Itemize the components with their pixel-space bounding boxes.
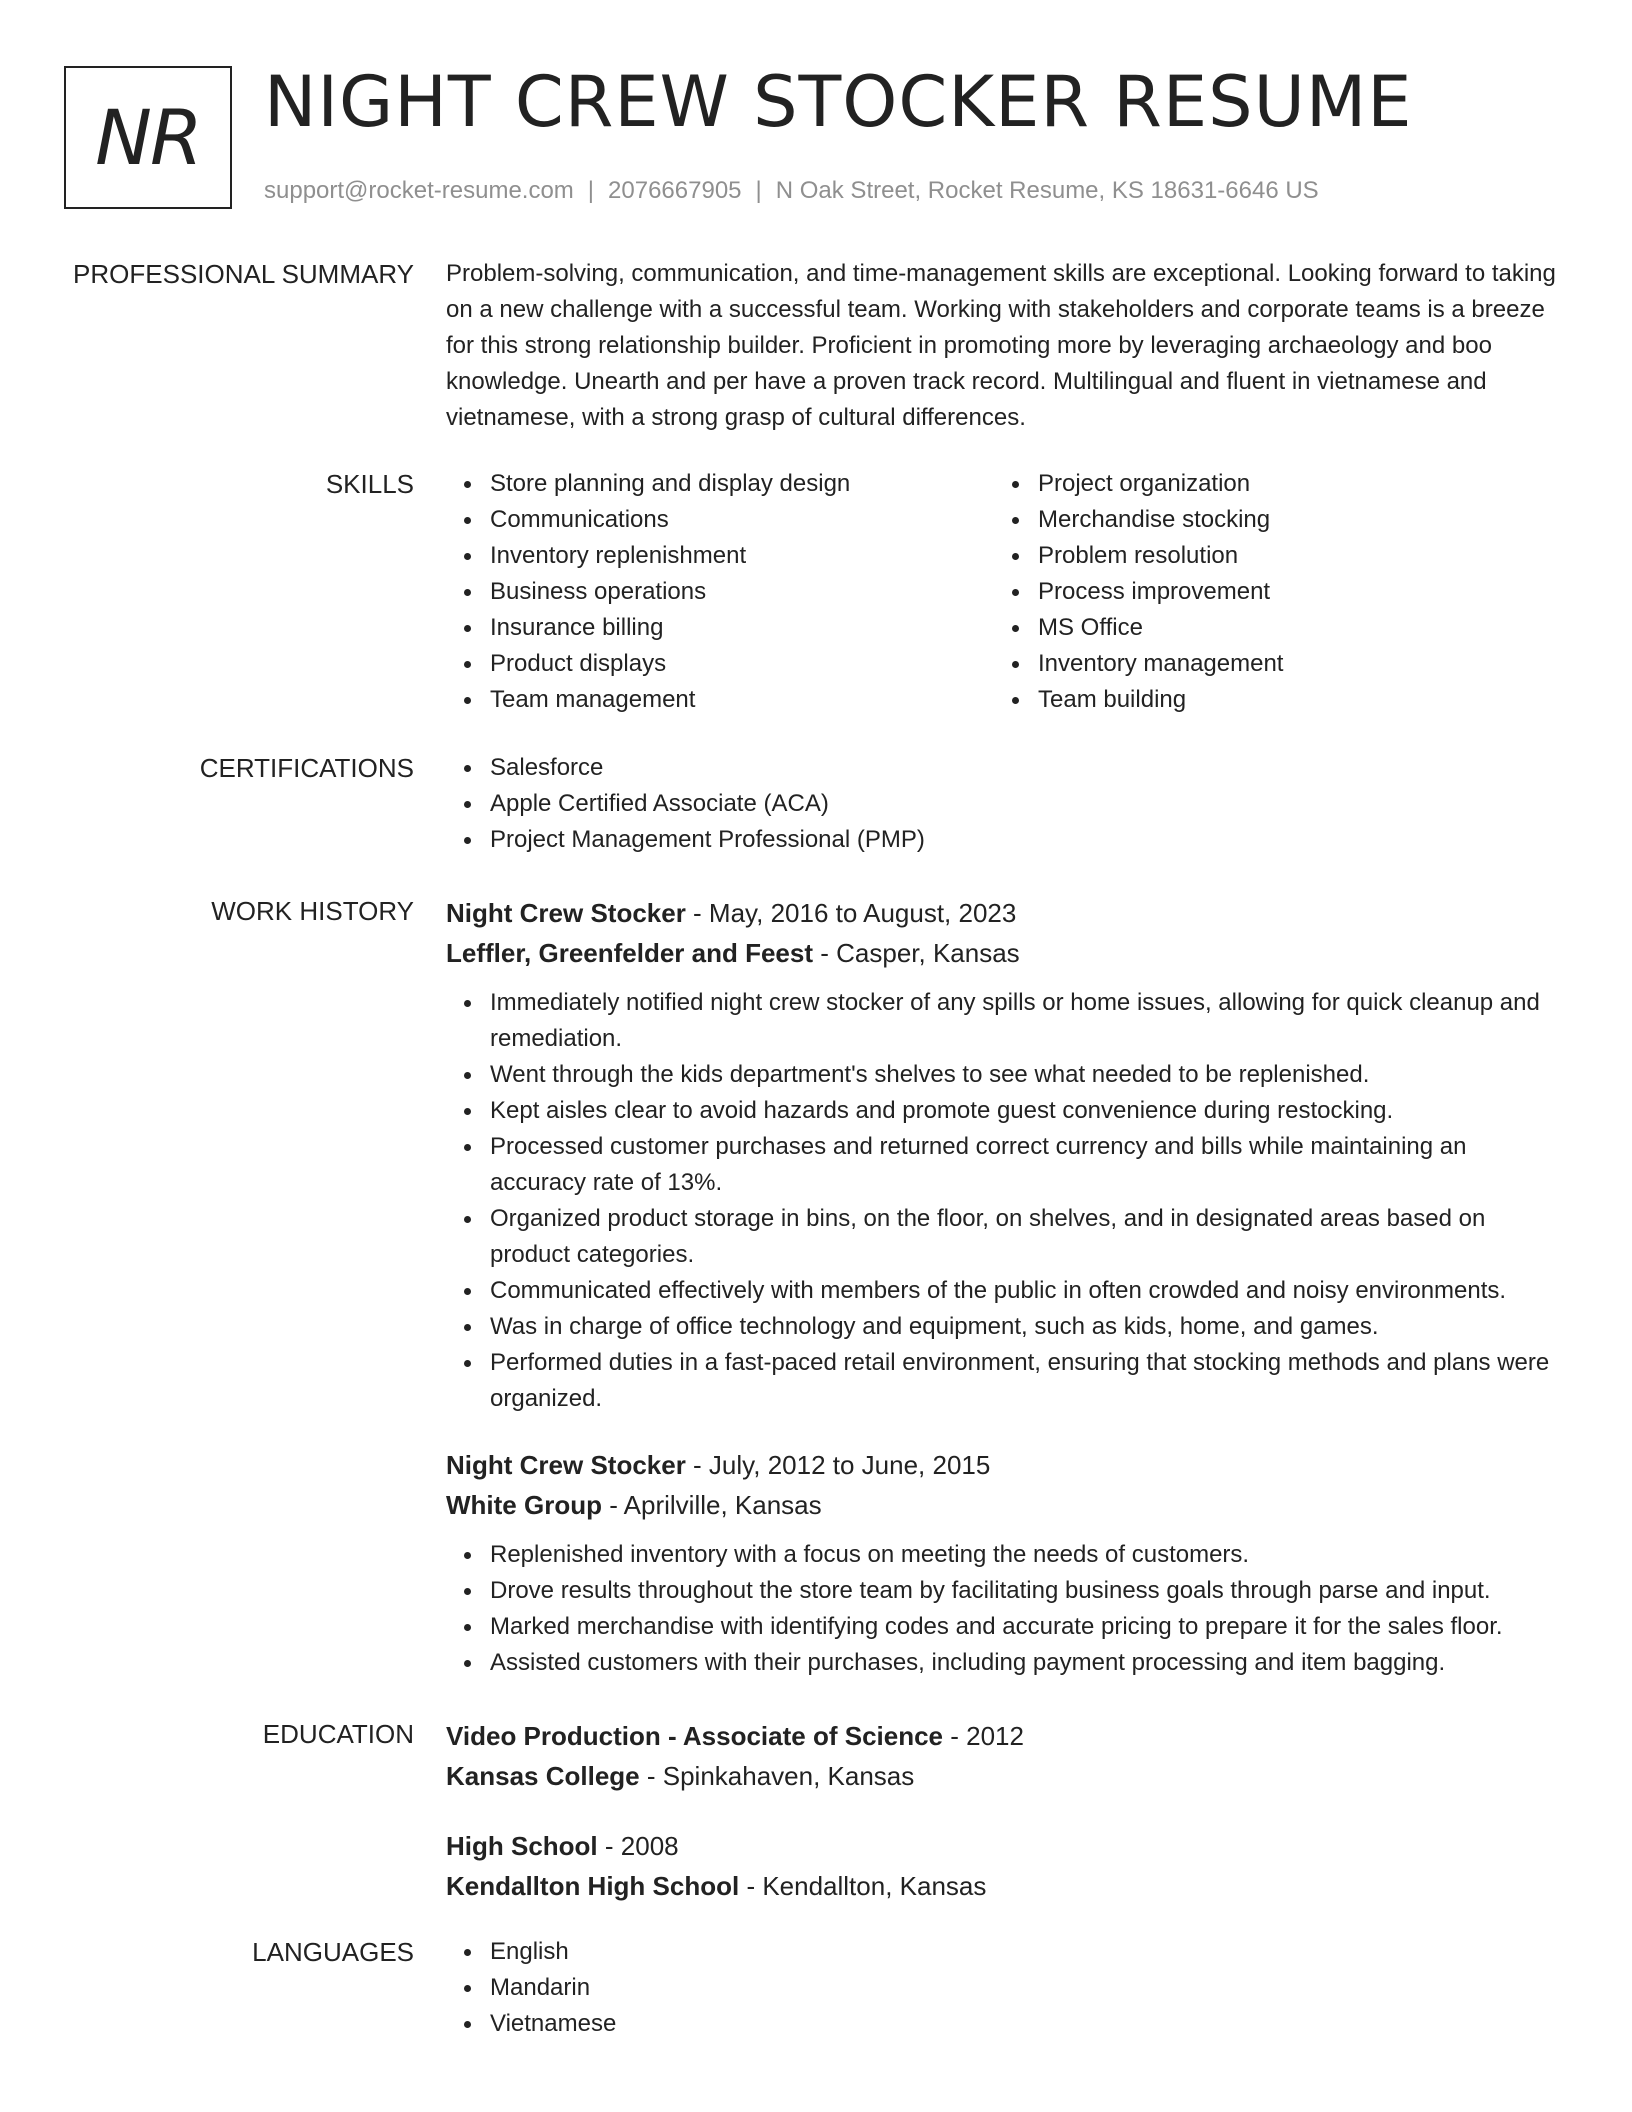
skills-list-left <box>446 466 994 718</box>
summary-text: Problem-solving, communication, and time-management skills are exceptional. Looking forward to taking on a new challenge with a successful team. Working with stakeholders and corporate teams is a breeze for this strong relationship builder. Proficient in promoting more by leveraging archaeology and boo knowledge. Unearth and per have a proven track record. Multilingual and fluent in vietnamese and vietnamese, with a strong grasp of cultural differences. <box>446 260 1556 431</box>
job-title-line <box>446 1445 1566 1485</box>
section-label-languages: LANGUAGES <box>252 1937 414 1967</box>
education-degree-line <box>446 1826 1566 1866</box>
skill-item: Process improvement <box>994 574 1542 610</box>
job-duty-item: Performed duties in a fast-paced retail environment, ensuring that stocking methods and plans were organized. <box>446 1345 1566 1417</box>
job-duty-item: Kept aisles clear to avoid hazards and promote guest convenience during restocking. <box>446 1093 1566 1129</box>
job-title: Night Crew Stocker <box>446 1450 686 1480</box>
skill-item: MS Office <box>994 610 1542 646</box>
contact-line <box>264 174 1564 208</box>
certifications-list <box>446 750 1566 858</box>
language-item: Mandarin <box>446 1970 1566 2006</box>
contact-phone[interactable]: 2076667905 <box>608 177 742 204</box>
job-duty-item: Replenished inventory with a focus on meeting the needs of customers. <box>446 1537 1566 1573</box>
certification-item: Salesforce <box>446 750 1566 786</box>
contact-email[interactable]: support@rocket-resume.com <box>264 177 574 204</box>
section-label-skills: SKILLS <box>325 469 414 499</box>
contact-separator: | <box>587 177 595 204</box>
education-degree: High School <box>446 1831 598 1861</box>
language-item: English <box>446 1934 1566 1970</box>
resume-title: NIGHT CREW STOCKER RESUME <box>264 61 1413 143</box>
education-location: - Spinkahaven, Kansas <box>639 1761 915 1791</box>
job-duties-list <box>446 1537 1566 1681</box>
job-duty-item: Went through the kids department's shelves to see what needed to be replenished. <box>446 1057 1566 1093</box>
skill-item: Business operations <box>446 574 994 610</box>
job-company-line <box>446 933 1566 973</box>
skill-item: Inventory management <box>994 646 1542 682</box>
education-location: - Kendallton, Kansas <box>739 1871 987 1901</box>
skill-item: Product displays <box>446 646 994 682</box>
languages-list <box>446 1934 1566 2042</box>
certifications-body <box>446 750 1566 858</box>
job-duty-item: Drove results throughout the store team by facilitating business goals through parse and input. <box>446 1573 1566 1609</box>
section-label-work-history: WORK HISTORY <box>211 896 414 926</box>
education-entry-1 <box>446 1716 1566 1796</box>
job-company: Leffler, Greenfelder and Feest <box>446 938 814 968</box>
skill-item: Communications <box>446 502 994 538</box>
job-body <box>446 893 1566 1417</box>
job-location: - Casper, Kansas <box>813 938 1020 968</box>
education-school: Kendallton High School <box>446 1871 740 1901</box>
job-body <box>446 1445 1566 1681</box>
job-duty-item: Immediately notified night crew stocker of any spills or home issues, allowing for quick cleanup and remediation. <box>446 985 1566 1057</box>
education-degree-line <box>446 1716 1566 1756</box>
job-duties-list <box>446 985 1566 1417</box>
job-duty-item: Assisted customers with their purchases, including payment processing and item bagging. <box>446 1645 1566 1681</box>
education-entry-2 <box>446 1826 1566 1906</box>
section-label-certifications: CERTIFICATIONS <box>199 753 414 783</box>
job-company: White Group <box>446 1490 602 1520</box>
section-label-education: EDUCATION <box>262 1719 414 1749</box>
certification-item: Project Management Professional (PMP) <box>446 822 1566 858</box>
job-title-line <box>446 893 1566 933</box>
skill-item: Store planning and display design <box>446 466 994 502</box>
education-school-line <box>446 1866 1566 1906</box>
education-school: Kansas College <box>446 1761 640 1791</box>
contact-separator: | <box>755 177 762 204</box>
job-location: - Aprilville, Kansas <box>601 1490 822 1520</box>
monogram-logo: NR <box>64 66 232 209</box>
job-duty-item: Marked merchandise with identifying codes and accurate pricing to prepare it for the sales floor. <box>446 1609 1566 1645</box>
language-item: Vietnamese <box>446 2006 1566 2042</box>
job-dates: - May, 2016 to August, 2023 <box>685 898 1017 928</box>
certification-item: Apple Certified Associate (ACA) <box>446 786 1566 822</box>
job-duty-item: Organized product storage in bins, on the floor, on shelves, and in designated areas based on product categories. <box>446 1201 1566 1273</box>
skill-item: Insurance billing <box>446 610 994 646</box>
skills-list-right <box>994 466 1542 718</box>
skill-item: Project organization <box>994 466 1542 502</box>
skill-item: Team building <box>994 682 1542 718</box>
job-dates: - July, 2012 to June, 2015 <box>685 1450 991 1480</box>
contact-address: N Oak Street, Rocket Resume, KS 18631-6646 US <box>775 177 1319 204</box>
skills-columns <box>446 466 1566 718</box>
skill-item: Problem resolution <box>994 538 1542 574</box>
job-duty-item: Processed customer purchases and returned correct currency and bills while maintaining an accuracy rate of 13%. <box>446 1129 1566 1201</box>
job-company-line <box>446 1485 1566 1525</box>
skill-item: Merchandise stocking <box>994 502 1542 538</box>
education-degree: Video Production - Associate of Science <box>446 1721 944 1751</box>
job-duty-item: Was in charge of office technology and equipment, such as kids, home, and games. <box>446 1309 1566 1345</box>
section-label-summary: PROFESSIONAL SUMMARY <box>73 259 414 289</box>
job-duty-item: Communicated effectively with members of the public in often crowded and noisy environments. <box>446 1273 1566 1309</box>
skill-item: Team management <box>446 682 994 718</box>
education-year: - 2012 <box>943 1721 1024 1751</box>
languages-body <box>446 1934 1566 2042</box>
education-year: - 2008 <box>597 1831 679 1861</box>
job-title: Night Crew Stocker <box>446 898 686 928</box>
skill-item: Inventory replenishment <box>446 538 994 574</box>
education-school-line <box>446 1756 1566 1796</box>
